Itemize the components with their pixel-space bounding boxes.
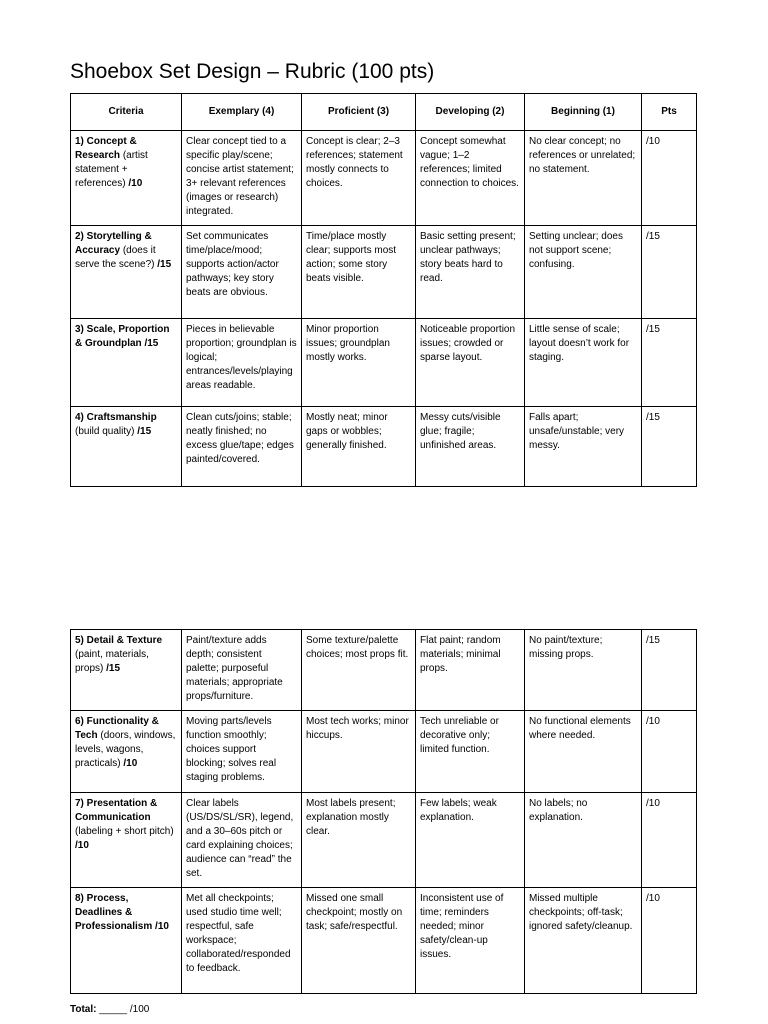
criteria-pts: /15 xyxy=(157,259,172,270)
header-pts: Pts xyxy=(642,94,697,131)
header-row xyxy=(71,94,697,131)
beginning-cell: Setting unclear; does not support scene; confusing. xyxy=(525,226,642,319)
beginning-cell: Little sense of scale; layout doesn’t work for staging. xyxy=(525,319,642,407)
table-row xyxy=(71,711,697,793)
criteria-cell xyxy=(71,319,182,407)
pts-cell: /15 xyxy=(642,407,697,487)
criteria-cell xyxy=(71,630,182,711)
exemplary-cell: Paint/texture adds depth; consistent palette; purposeful materials; appropriate props/furniture. xyxy=(182,630,302,711)
developing-cell: Noticeable proportion issues; crowded or sparse layout. xyxy=(416,319,525,407)
beginning-cell: No paint/texture; missing props. xyxy=(525,630,642,711)
criteria-detail: (artist statement + references) xyxy=(75,150,148,189)
exemplary-cell: Set communicates time/place/mood; supports action/actor pathways; key story beats are obvious. xyxy=(182,226,302,319)
criteria-title: 8) Process, Deadlines & Professionalism xyxy=(75,893,153,932)
criteria-pts: /15 xyxy=(137,426,152,437)
pts-cell: /15 xyxy=(642,226,697,319)
beginning-cell: No labels; no explanation. xyxy=(525,793,642,888)
pts-cell: /10 xyxy=(642,793,697,888)
total-label: Total: xyxy=(70,1004,97,1015)
criteria-title: 6) Functionality & Tech xyxy=(75,716,159,741)
developing-cell: Few labels; weak explanation. xyxy=(416,793,525,888)
beginning-cell: No clear concept; no references or unrelated; no statement. xyxy=(525,131,642,226)
total-blank: _____ xyxy=(99,1004,128,1015)
exemplary-cell: Met all checkpoints; used studio time well; respectful, safe workspace; collaborated/responded to feedback. xyxy=(182,888,302,994)
criteria-pts: /10 xyxy=(128,178,143,189)
criteria-title: 5) Detail & Texture xyxy=(75,635,163,646)
proficient-cell: Concept is clear; 2–3 references; statement mostly connects to choices. xyxy=(302,131,416,226)
page-title: Shoebox Set Design – Rubric (100 pts) xyxy=(70,60,435,83)
beginning-cell: Falls apart; unsafe/unstable; very messy. xyxy=(525,407,642,487)
criteria-pts: /15 xyxy=(144,338,159,349)
exemplary-cell: Moving parts/levels function smoothly; choices support blocking; solves real staging problems. xyxy=(182,711,302,793)
criteria-detail: (does it serve the scene?) xyxy=(75,245,156,270)
pts-cell: /10 xyxy=(642,888,697,994)
exemplary-cell: Clean cuts/joins; stable; neatly finished; no excess glue/tape; edges painted/covered. xyxy=(182,407,302,487)
developing-cell: Inconsistent use of time; reminders needed; minor safety/clean-up issues. xyxy=(416,888,525,994)
pts-cell: /10 xyxy=(642,131,697,226)
criteria-pts: /10 xyxy=(123,758,138,769)
developing-cell: Messy cuts/visible glue; fragile; unfinished areas. xyxy=(416,407,525,487)
developing-cell: Tech unreliable or decorative only; limited function. xyxy=(416,711,525,793)
exemplary-cell: Clear concept tied to a specific play/scene; concise artist statement; 3+ relevant references (images or research) integrated. xyxy=(182,131,302,226)
proficient-cell: Missed one small checkpoint; mostly on task; safe/respectful. xyxy=(302,888,416,994)
proficient-cell: Minor proportion issues; groundplan mostly works. xyxy=(302,319,416,407)
criteria-pts: /10 xyxy=(75,840,89,851)
total-line xyxy=(70,1003,149,1017)
criteria-detail: (paint, materials, props) xyxy=(75,649,149,674)
criteria-cell xyxy=(71,131,182,226)
proficient-cell: Most tech works; minor hiccups. xyxy=(302,711,416,793)
proficient-cell: Most labels present; explanation mostly clear. xyxy=(302,793,416,888)
criteria-title: 3) Scale, Proportion & Groundplan xyxy=(75,324,170,349)
pts-cell: /15 xyxy=(642,630,697,711)
rubric-table-2 xyxy=(70,629,697,994)
header-proficient: Proficient (3) xyxy=(302,94,416,131)
criteria-pts: /15 xyxy=(106,663,121,674)
beginning-cell: No functional elements where needed. xyxy=(525,711,642,793)
criteria-cell xyxy=(71,226,182,319)
proficient-cell: Mostly neat; minor gaps or wobbles; generally finished. xyxy=(302,407,416,487)
table-row xyxy=(71,407,697,487)
criteria-cell xyxy=(71,793,182,888)
header-developing: Developing (2) xyxy=(416,94,525,131)
proficient-cell: Some texture/palette choices; most props fit. xyxy=(302,630,416,711)
criteria-detail: (labeling + short pitch) xyxy=(75,826,174,837)
table-row xyxy=(71,131,697,226)
developing-cell: Flat paint; random materials; minimal props. xyxy=(416,630,525,711)
table-row xyxy=(71,319,697,407)
beginning-cell: Missed multiple checkpoints; off-task; ignored safety/cleanup. xyxy=(525,888,642,994)
criteria-title: 2) Storytelling & Accuracy xyxy=(75,231,152,256)
table-row xyxy=(71,630,697,711)
table-row xyxy=(71,226,697,319)
rubric-table-1 xyxy=(70,93,697,487)
pts-cell: /10 xyxy=(642,711,697,793)
criteria-cell xyxy=(71,888,182,994)
developing-cell: Concept somewhat vague; 1–2 references; limited connection to choices. xyxy=(416,131,525,226)
criteria-title: 7) Presentation & Communication xyxy=(75,798,158,823)
criteria-pts: /10 xyxy=(155,921,169,932)
criteria-cell xyxy=(71,711,182,793)
table-row xyxy=(71,793,697,888)
header-beginning: Beginning (1) xyxy=(525,94,642,131)
criteria-title: 4) Craftsmanship xyxy=(75,412,157,423)
exemplary-cell: Pieces in believable proportion; groundplan is logical; entrances/levels/playing areas readable. xyxy=(182,319,302,407)
criteria-detail: (doors, windows, levels, wagons, practicals) xyxy=(75,730,176,769)
criteria-title: 1) Concept & Research xyxy=(75,136,137,161)
criteria-detail: (build quality) xyxy=(75,426,135,437)
developing-cell: Basic setting present; unclear pathways; story beats hard to read. xyxy=(416,226,525,319)
header-criteria: Criteria xyxy=(71,94,182,131)
table-row xyxy=(71,888,697,994)
total-max: /100 xyxy=(129,1004,150,1015)
header-exemplary: Exemplary (4) xyxy=(182,94,302,131)
criteria-cell xyxy=(71,407,182,487)
exemplary-cell: Clear labels (US/DS/SL/SR), legend, and a 30–60s pitch or card explaining choices; audience can “read” the set. xyxy=(182,793,302,888)
pts-cell: /15 xyxy=(642,319,697,407)
proficient-cell: Time/place mostly clear; supports most action; some story beats visible. xyxy=(302,226,416,319)
